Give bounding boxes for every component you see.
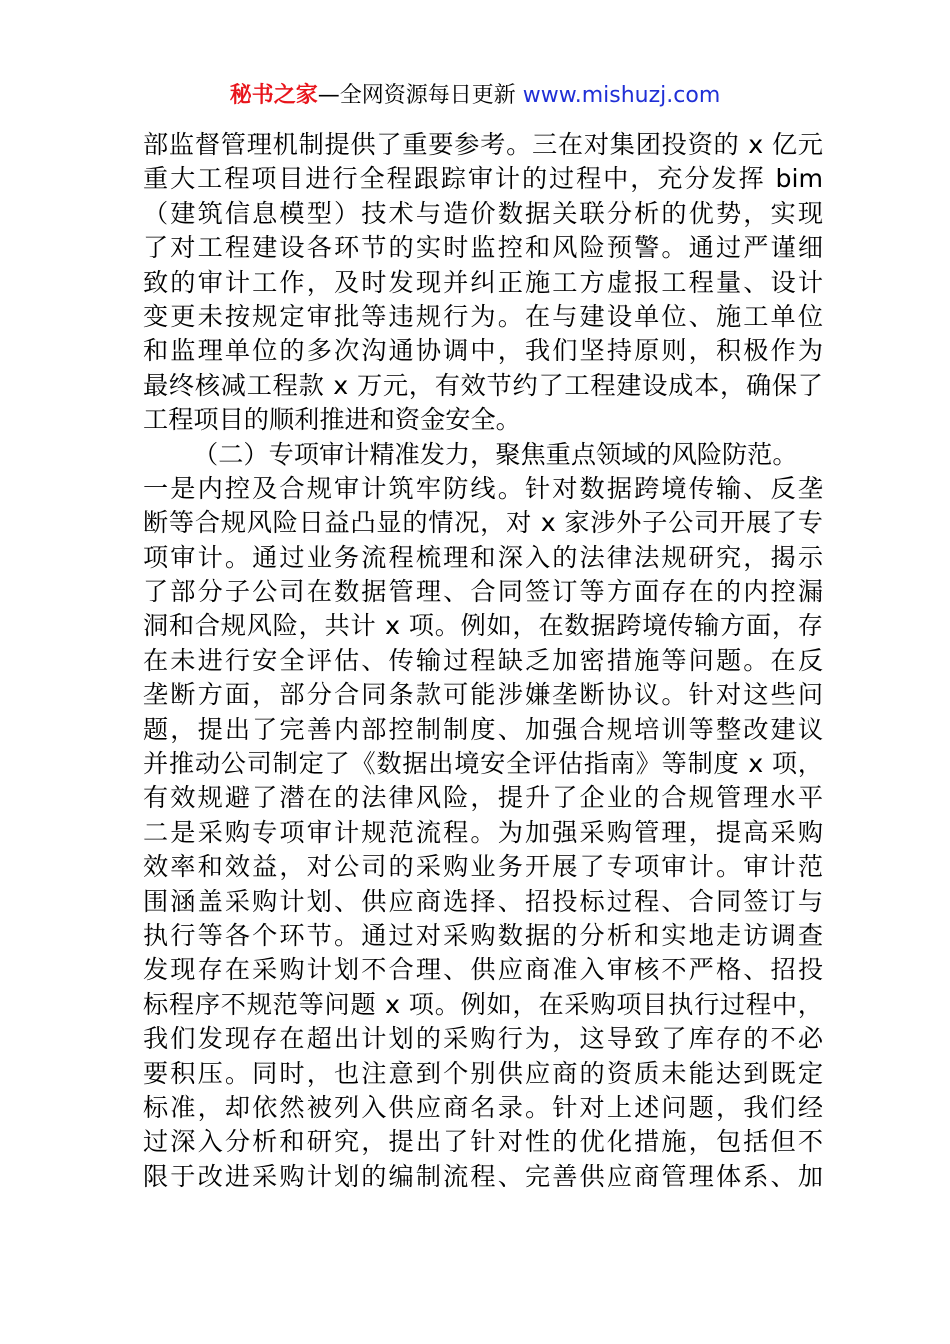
text-line: （建筑信息模型）技术与造价数据关联分析的优势，实现 — [143, 198, 823, 228]
site-tagline: —全网资源每日更新 — [317, 83, 523, 108]
text-line: 一是内控及合规审计筑牢防线。针对数据跨境传输、反垄 — [143, 473, 823, 503]
text-line: 限于改进采购计划的编制流程、完善供应商管理体系、加 — [143, 1161, 823, 1191]
text-line: 了对工程建设各环节的实时监控和风险预警。通过严谨细 — [143, 233, 823, 263]
site-brand: 秘书之家 — [229, 83, 318, 108]
text-line: 过深入分析和研究，提出了针对性的优化措施，包括但不 — [143, 1127, 823, 1157]
section-heading: （二）专项审计精准发力，聚焦重点领域的风险防范。 — [193, 439, 798, 469]
text-line: 并推动公司制定了《数据出境安全评估指南》等制度 x 项， — [143, 749, 823, 779]
text-line: 和监理单位的多次沟通协调中，我们坚持原则，积极作为 — [143, 336, 823, 366]
text-line: 题，提出了完善内部控制制度、加强合规培训等整改建议 — [143, 714, 823, 744]
text-line: 变更未按规定审批等违规行为。在与建设单位、施工单位 — [143, 301, 823, 331]
document-body — [143, 128, 823, 1194]
text-line: 二是采购专项审计规范流程。为加强采购管理，提高采购 — [143, 817, 823, 847]
text-line: 项审计。通过业务流程梳理和深入的法律法规研究，揭示 — [143, 542, 823, 572]
site-url-link[interactable]: www.mishuzj.com — [522, 83, 721, 108]
text-line: 部监督管理机制提供了重要参考。三在对集团投资的 x 亿元 — [143, 130, 823, 159]
text-line: 围涵盖采购计划、供应商选择、招投标过程、合同签订与 — [143, 886, 823, 916]
page-header — [0, 80, 950, 112]
text-line: 致的审计工作，及时发现并纠正施工方虚报工程量、设计 — [143, 267, 823, 297]
text-line: 最终核减工程款 x 万元，有效节约了工程建设成本，确保了 — [143, 370, 823, 400]
text-line: 标准，却依然被列入供应商名录。针对上述问题，我们经 — [143, 1092, 823, 1122]
text-line: 要积压。同时，也注意到个别供应商的资质未能达到既定 — [143, 1058, 823, 1088]
text-line: 洞和合规风险，共计 x 项。例如，在数据跨境传输方面，存 — [143, 611, 823, 641]
text-line: 效率和效益，对公司的采购业务开展了专项审计。审计范 — [143, 852, 823, 882]
text-line: 发现存在采购计划不合理、供应商准入审核不严格、招投 — [143, 955, 823, 985]
text-line: 在未进行安全评估、传输过程缺乏加密措施等问题。在反 — [143, 645, 823, 675]
text-line: 有效规避了潜在的法律风险，提升了企业的合规管理水平 — [143, 783, 823, 813]
text-line: 工程项目的顺利推进和资金安全。 — [143, 405, 521, 435]
text-line: 垄断方面，部分合同条款可能涉嫌垄断协议。针对这些问 — [143, 680, 823, 710]
text-line: 断等合规风险日益凸显的情况，对 x 家涉外子公司开展了专 — [143, 508, 823, 538]
text-line: 标程序不规范等问题 x 项。例如，在采购项目执行过程中， — [143, 989, 823, 1019]
text-line: 执行等各个环节。通过对采购数据的分析和实地走访调查 — [143, 920, 823, 950]
text-line: 我们发现存在超出计划的采购行为，这导致了库存的不必 — [143, 1024, 823, 1054]
text-line: 了部分子公司在数据管理、合同签订等方面存在的内控漏 — [143, 577, 823, 607]
text-line: 重大工程项目进行全程跟踪审计的过程中，充分发挥 bim — [143, 164, 823, 194]
